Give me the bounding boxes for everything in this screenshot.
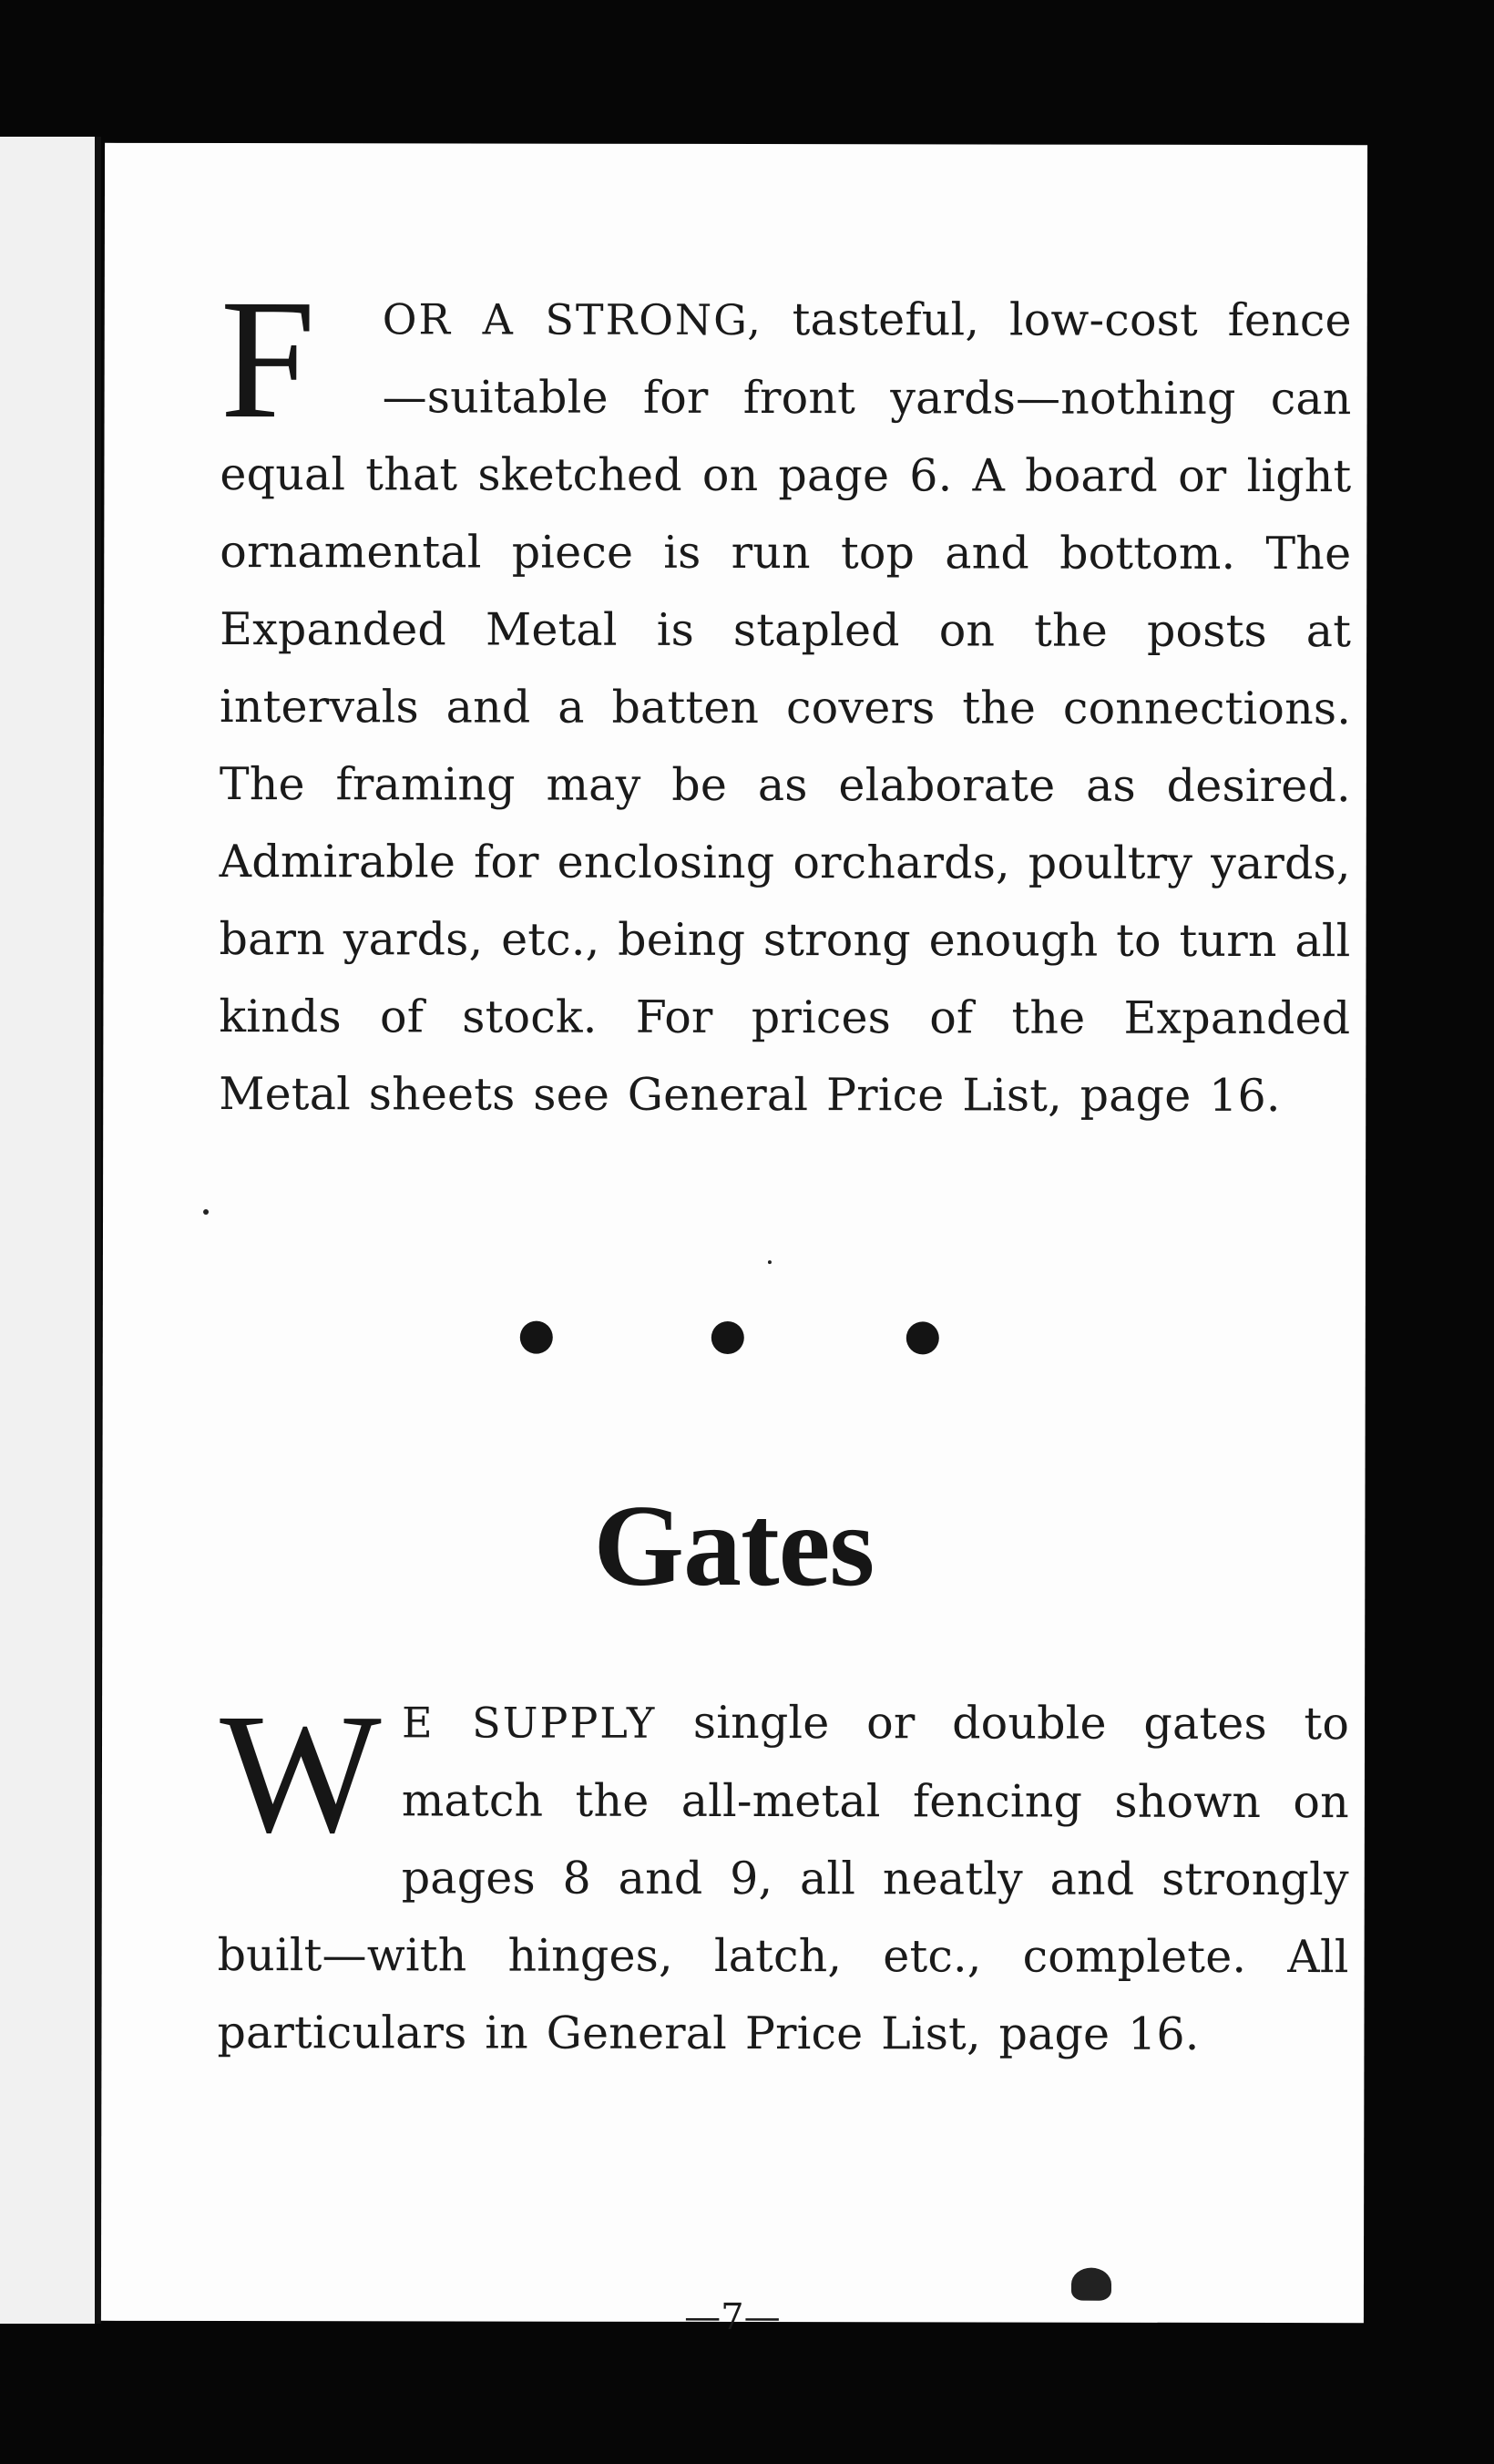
book-spine <box>95 137 101 2324</box>
lead-in-text: E SUPPLY <box>402 1698 657 1748</box>
page-number: —7— <box>684 2295 781 2339</box>
catalog-page <box>101 143 1367 2339</box>
lead-in-text: OR A STRONG, <box>382 294 762 345</box>
facing-page-edge <box>0 137 100 2324</box>
drop-cap-f: F <box>220 263 316 455</box>
gates-paragraph <box>217 1678 1350 2073</box>
divider-dot <box>711 1321 744 1354</box>
section-divider-dots <box>103 1320 1366 1377</box>
section-heading-gates: Gates <box>593 1480 875 1611</box>
fence-paragraph <box>219 263 1352 1134</box>
fence-paragraph-body: tasteful, low-cost fence —suitable for front yards—nothing can equal that sketched on page 6. A board or light ornamental piece is run top and bottom. The Expanded Metal is stapled on the posts at intervals and a batten covers the connections. The framing may be as elaborate as desired. Admirable for enclosing orchards, poultry yards, barn yards, etc., being strong enough to turn all kinds of stock. For prices of the Expanded Metal sheets see General Price List, page 16. <box>219 293 1352 1123</box>
ink-blot <box>1071 2268 1111 2301</box>
dust-speck <box>768 1260 772 1264</box>
divider-dot <box>520 1321 553 1354</box>
gates-paragraph-body: single or double gates to match the all-metal fencing shown on pages 8 and 9, all neatly and strongly built—with hinges, latch, etc., complete. All particulars in General Price List, page 16. <box>217 1696 1350 2060</box>
divider-dot <box>906 1321 939 1354</box>
dust-speck <box>203 1209 209 1215</box>
drop-cap-w: W <box>219 1678 382 1869</box>
